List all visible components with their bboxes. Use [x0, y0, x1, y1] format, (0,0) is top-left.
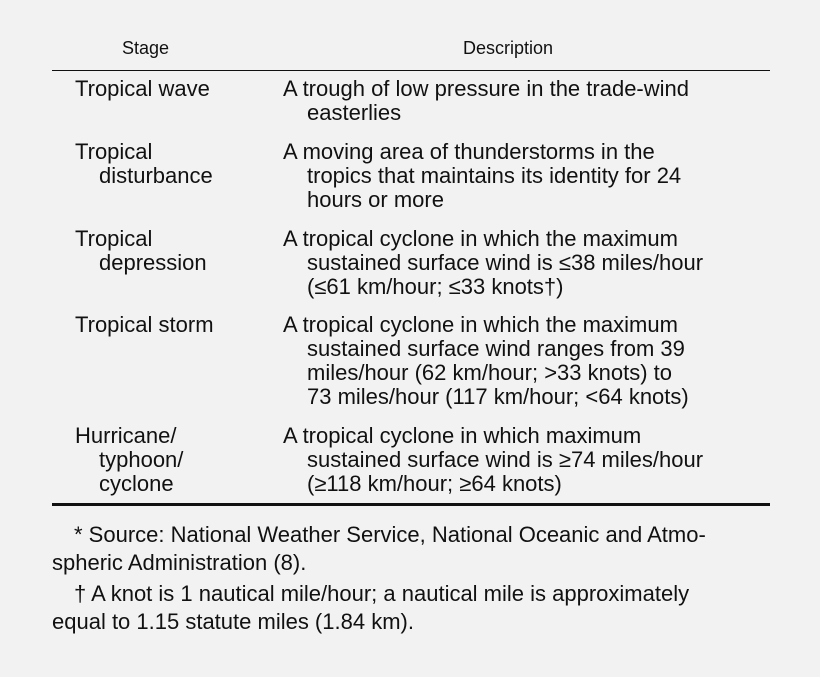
footnote-knot: † A knot is 1 nautical mile/hour; a nautical mile is approximately equal to 1.15 statute miles (1.84 km).: [52, 581, 690, 634]
table-body: [52, 77, 770, 496]
stage-cell: Hurricane/ typhoon/ cyclone: [75, 423, 184, 496]
stage-cell: Tropical disturbance: [75, 139, 213, 188]
table-row-hurricane: [52, 424, 770, 496]
description-cell: A trough of low pressure in the trade-wind easterlies: [283, 76, 690, 125]
description-cell: A tropical cyclone in which the maximum sustained surface wind is ≤38 miles/hour (≤61 km/hour; ≤33 knots†): [283, 226, 704, 299]
table-bottom-rule: [52, 503, 770, 506]
description-cell: A moving area of thunderstorms in the tropics that maintains its identity for 24 hours or more: [283, 139, 682, 212]
table-row-tropical-wave: [52, 77, 770, 140]
stage-cell: Tropical storm: [75, 312, 214, 337]
description-cell: A tropical cyclone in which maximum sustained surface wind is ≥74 miles/hour (≥118 km/hour; ≥64 knots): [283, 423, 704, 496]
footnotes: [52, 521, 770, 639]
table-top-rule: [52, 70, 770, 71]
table-row-tropical-disturbance: [52, 140, 770, 227]
column-header-description: Description: [463, 38, 554, 58]
stage-cell: Tropical wave: [75, 76, 210, 101]
table-row-tropical-depression: [52, 227, 770, 313]
description-cell: A tropical cyclone in which the maximum sustained surface wind ranges from 39 miles/hour (62 km/hour; >33 knots) to 73 miles/hour (117 km/hour; <64 knots): [283, 312, 689, 409]
table-row-tropical-storm: [52, 313, 770, 424]
footnote-source: * Source: National Weather Service, National Oceanic and Atmo- spheric Administration (8).: [52, 522, 706, 575]
table-header-row: [52, 0, 770, 70]
stage-cell: Tropical depression: [75, 226, 207, 275]
column-header-stage: Stage: [122, 38, 170, 58]
stages-table-document: [52, 0, 770, 634]
